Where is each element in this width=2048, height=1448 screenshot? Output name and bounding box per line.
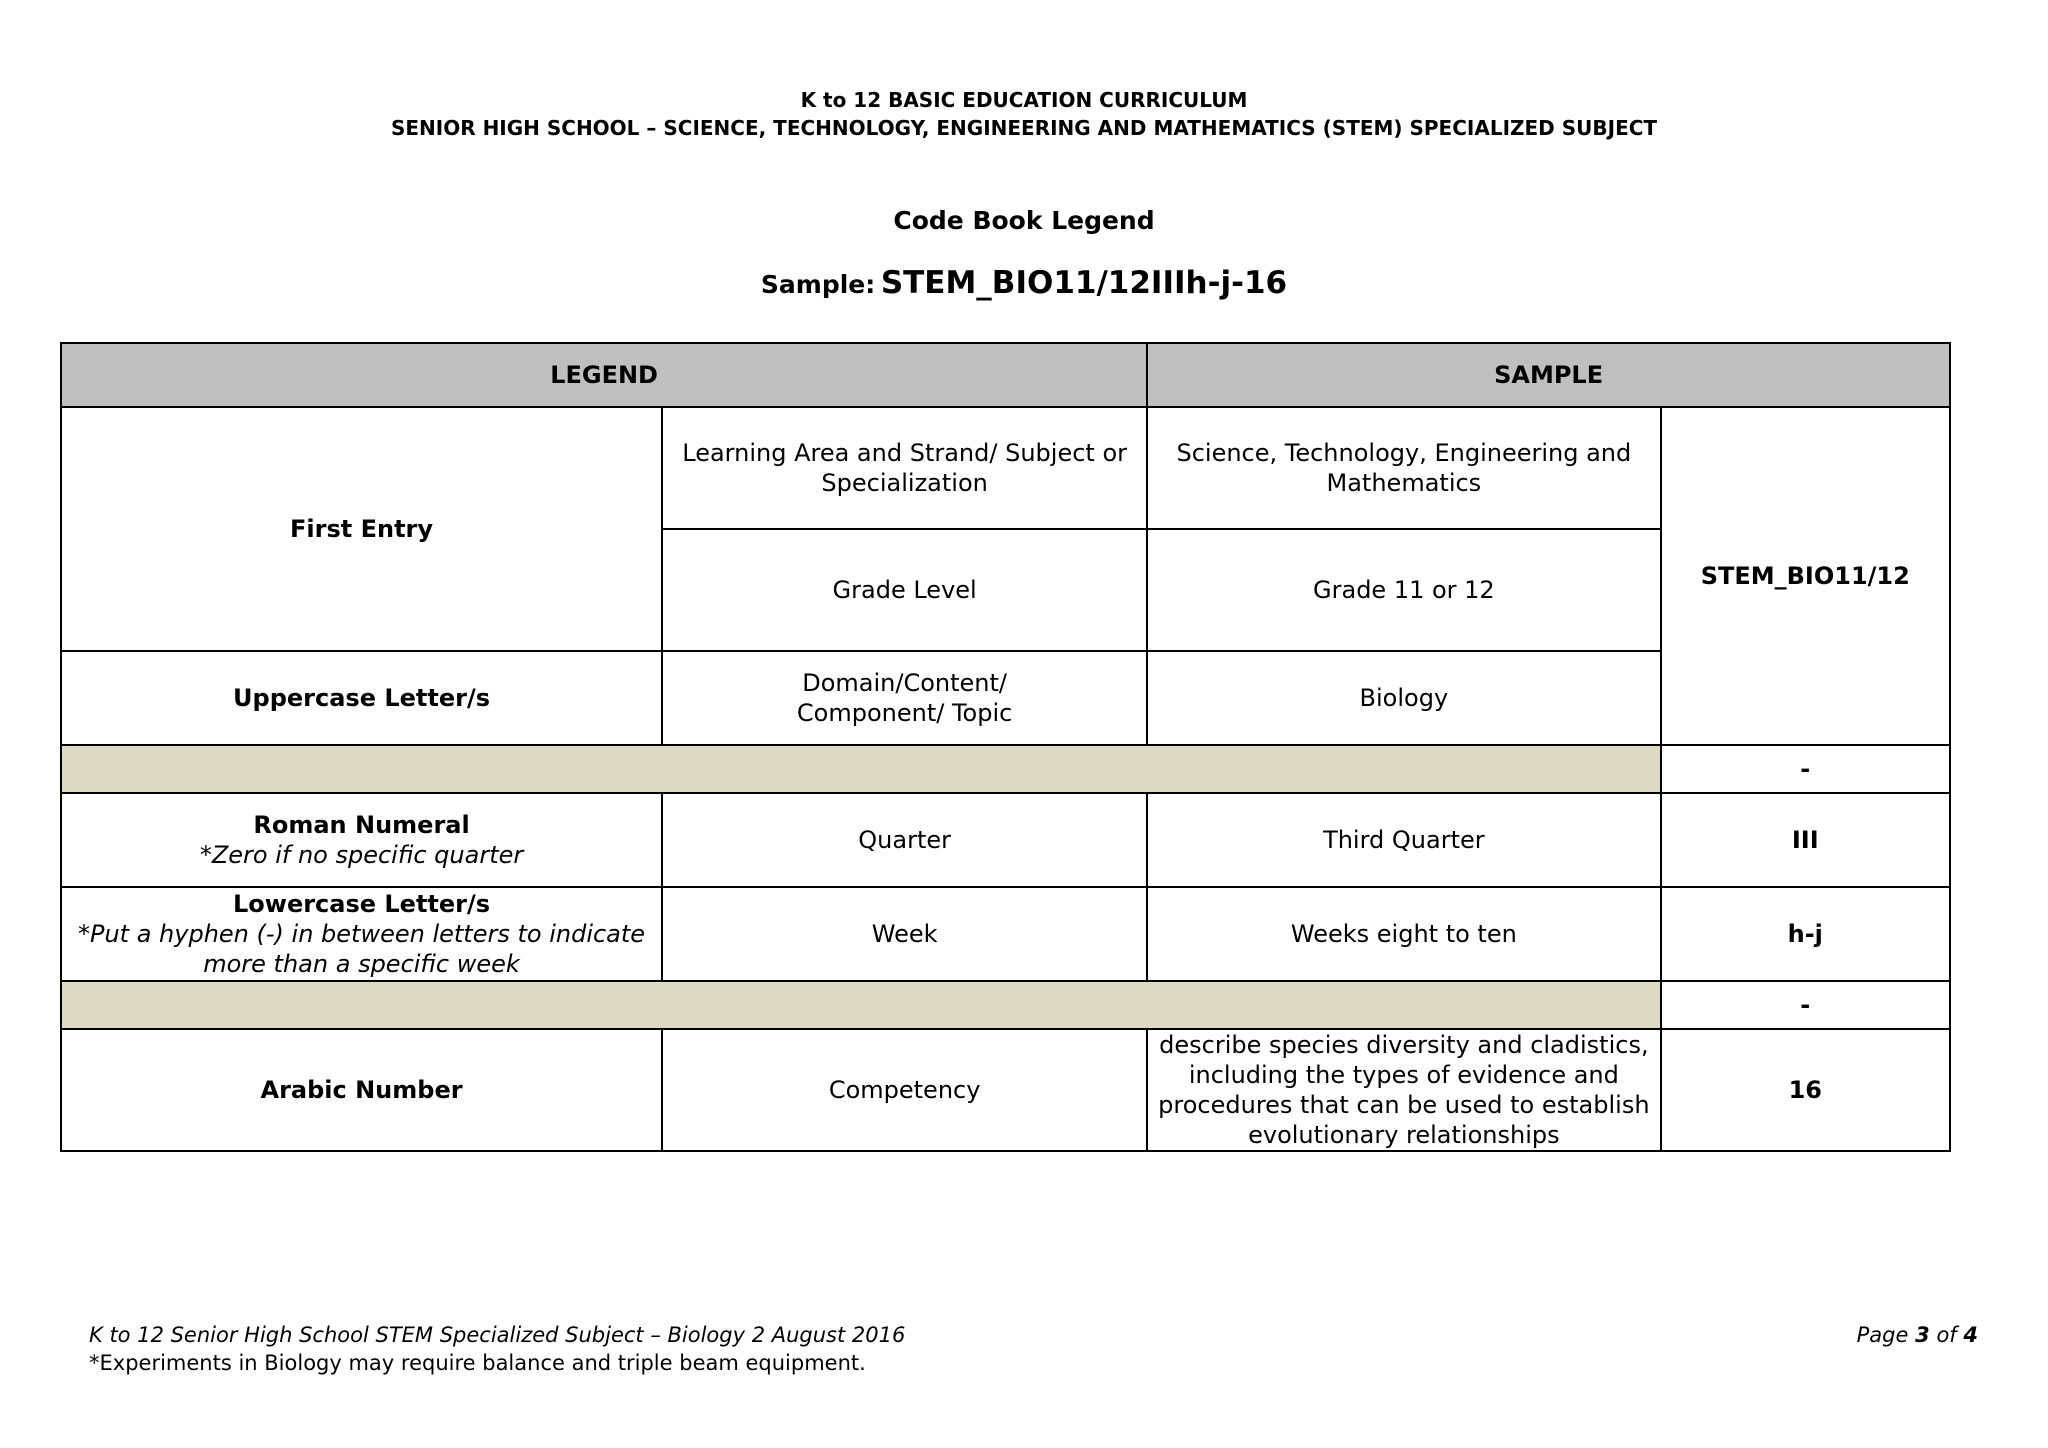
arabic-number-sample: describe species diversity and cladistics, including the types of evidence and procedures that can be used to establish evolutionary relationships <box>1147 1029 1660 1151</box>
uppercase-label: Uppercase Letter/s <box>61 651 662 745</box>
roman-numeral-sample: Third Quarter <box>1147 793 1660 887</box>
separator-filler <box>61 981 1661 1029</box>
dash-code: - <box>1661 745 1950 793</box>
roman-numeral-desc: Quarter <box>662 793 1147 887</box>
footer-note: *Experiments in Biology may require balance and triple beam equipment. <box>89 1351 866 1375</box>
learning-area-sample: Science, Technology, Engineering and Mathematics <box>1147 407 1660 529</box>
first-entry-code: STEM_BIO11/12 <box>1661 407 1950 745</box>
table-header-row <box>61 343 1950 407</box>
uppercase-desc <box>662 651 1147 745</box>
learning-area-desc: Learning Area and Strand/ Subject or Specialization <box>662 407 1147 529</box>
page-current: 3 <box>1915 1323 1930 1347</box>
uppercase-desc-line2: Component/ Topic <box>796 699 1013 727</box>
page-total: 4 <box>1963 1323 1978 1347</box>
dash-code: - <box>1661 981 1950 1029</box>
uppercase-sample: Biology <box>1147 651 1660 745</box>
lowercase-note: *Put a hyphen (-) in between letters to indicate more than a specific week <box>78 920 646 978</box>
lowercase-label: Lowercase Letter/s <box>232 890 491 918</box>
arabic-number-desc: Competency <box>662 1029 1147 1151</box>
separator-filler <box>61 745 1661 793</box>
roman-numeral-note: *Zero if no specific quarter <box>199 841 524 869</box>
code-book-legend-table <box>60 342 1951 1152</box>
sample-label: Sample: <box>760 270 876 299</box>
curriculum-header: K to 12 BASIC EDUCATION CURRICULUM <box>800 88 1248 112</box>
sample-code-line <box>0 265 2048 301</box>
roman-numeral-label-cell <box>61 793 662 887</box>
table-row <box>61 887 1950 981</box>
page-title: Code Book Legend <box>893 206 1155 235</box>
page-word: Page <box>1856 1323 1909 1347</box>
separator-row <box>61 981 1950 1029</box>
uppercase-desc-line1: Domain/Content/ <box>802 669 1007 697</box>
sample-column-header: SAMPLE <box>1147 343 1950 407</box>
lowercase-label-cell <box>61 887 662 981</box>
arabic-number-label: Arabic Number <box>61 1029 662 1151</box>
lowercase-code: h-j <box>1661 887 1950 981</box>
roman-numeral-code: III <box>1661 793 1950 887</box>
separator-row <box>61 745 1950 793</box>
grade-level-sample: Grade 11 or 12 <box>1147 529 1660 651</box>
table-row <box>61 407 1950 529</box>
lowercase-desc: Week <box>662 887 1147 981</box>
page-of: of <box>1936 1323 1957 1347</box>
first-entry-label: First Entry <box>61 407 662 651</box>
grade-level-desc: Grade Level <box>662 529 1147 651</box>
table-row <box>61 1029 1950 1151</box>
legend-column-header: LEGEND <box>61 343 1147 407</box>
sample-code: STEM_BIO11/12IIIh-j-16 <box>880 265 1288 301</box>
lowercase-sample: Weeks eight to ten <box>1147 887 1660 981</box>
footer-doc-title: K to 12 Senior High School STEM Specialized Subject – Biology 2 August 2016 <box>89 1323 906 1347</box>
roman-numeral-label: Roman Numeral <box>253 811 470 839</box>
page-number <box>1857 1323 1978 1347</box>
subject-header: SENIOR HIGH SCHOOL – SCIENCE, TECHNOLOGY, ENGINEERING AND MATHEMATICS (STEM) SPECIALIZED SUBJECT <box>390 116 1658 140</box>
table-row <box>61 793 1950 887</box>
arabic-number-code: 16 <box>1661 1029 1950 1151</box>
